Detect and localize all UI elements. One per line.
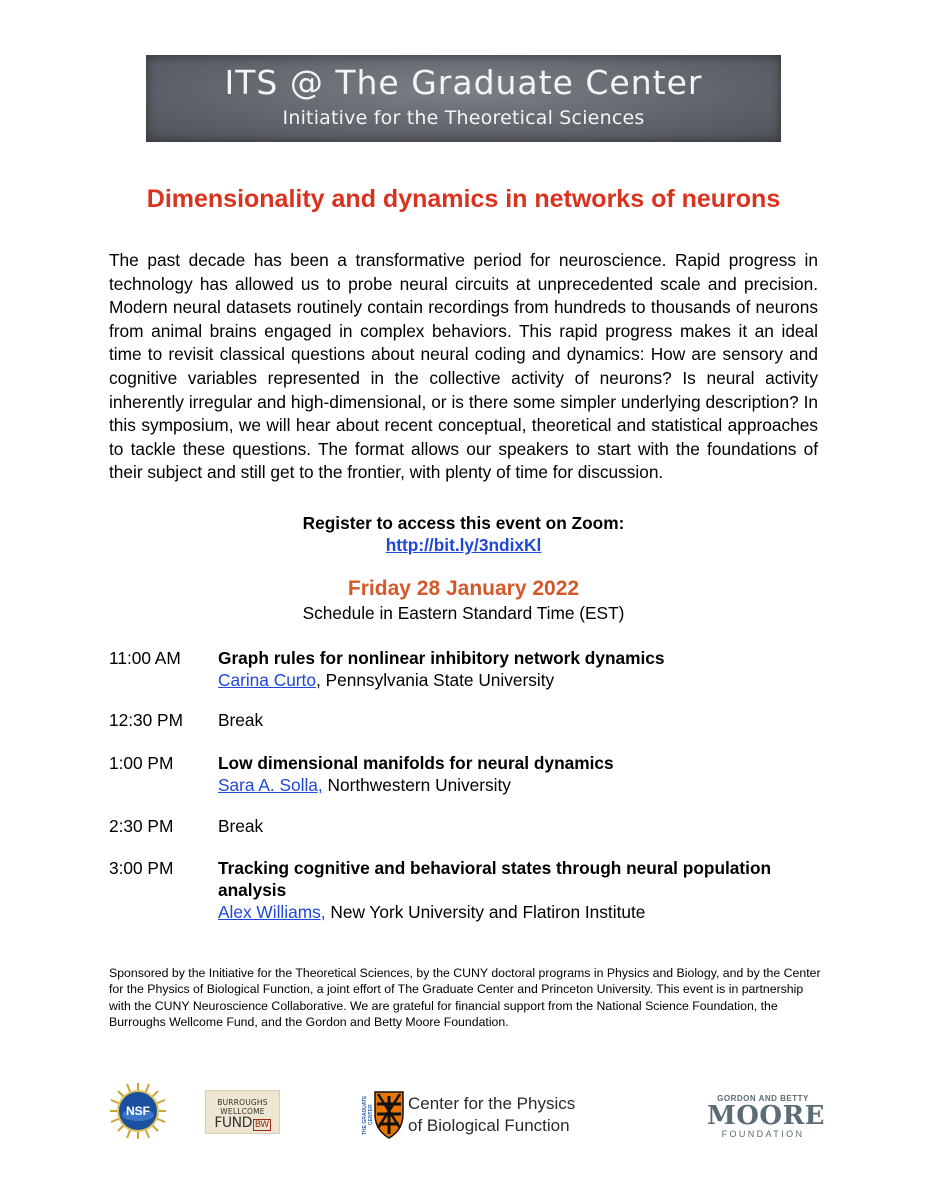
speaker-line [218,774,818,796]
break-label: Break [218,816,264,836]
zoom-register-link[interactable]: http://bit.ly/3ndixKl [385,535,542,555]
break-label: Break [218,710,264,730]
register-link-line [0,535,927,556]
schedule-time: 3:00 PM [109,858,174,878]
speaker-affiliation: , Pennsylvania State University [315,670,555,690]
talk-title: Graph rules for nonlinear inhibitory network dynamics [218,648,665,668]
moore-foundation-logo [707,1094,826,1139]
talk-title: Tracking cognitive and behavioral states through neural population analysis [218,858,772,900]
cpbf-logo-text [408,1093,575,1137]
speaker-affiliation: New York University and Flatiron Institute [325,902,646,922]
schedule-time: 12:30 PM [109,710,183,730]
cpbf-line1: Center for the Physics [408,1094,576,1113]
schedule-time: 11:00 AM [109,648,181,668]
speaker-line [218,901,818,923]
header-banner [146,55,781,142]
sponsor-text: Sponsored by the Initiative for the Theoretical Sciences, by the CUNY doctoral programs in Physics and Biology, and by the Center for the Physics of Biological Function, a joint effort of The Graduate Center and Princeton University. This event is in partnership with the CUNY Neuroscience Collaborative. We are grateful for financial support from the National Science Foundation, the Burroughs Wellcome Fund, and the Gordon and Betty Moore Foundation. [109,966,821,1029]
moore-line3: FOUNDATION [721,1129,805,1139]
speaker-link[interactable]: Alex Williams, [218,902,326,922]
nsf-logo-text: NSF [126,1104,150,1118]
speaker-link[interactable]: Sara A. Solla, [218,775,323,795]
graduate-center-mark: THE GRADUATE CENTER [362,1095,374,1135]
banner-title: ITS @ The Graduate Center [224,63,703,102]
moore-line1: GORDON AND BETTY [717,1094,809,1103]
princeton-shield-icon [373,1088,405,1140]
event-abstract: The past decade has been a transformative period for neuroscience. Rapid progress in technology has allowed us to probe neural circuits at unprecedented scale and precision. Modern neural datasets routinely contain recordings from hundreds to thousands of neurons from animal brains engaged in complex behaviors. This rapid progress makes it an ideal time to revisit classical questions about neural coding and dynamics: How are sensory and cognitive variables represented in the collective activity of neurons? Is neural activity inherently irregular and high-dimensional, or is there some simpler underlying description? In this symposium, we will hear about recent conceptual, theoretical and statistical approaches to tackle these questions. The format allows our speakers to start with the foundations of their subject and still get to the frontier, with plenty of time for discussion. [109,250,818,483]
schedule-time: 1:00 PM [109,753,174,773]
bwf-fund-text: FUND [214,1115,252,1131]
register-text: Register to access this event on Zoom: [302,513,625,533]
bwf-line2: WELLCOME [220,1107,265,1116]
burroughs-wellcome-logo [205,1090,280,1134]
banner-subtitle: Initiative for the Theoretical Sciences [282,107,645,129]
speaker-affiliation: Northwestern University [322,775,511,795]
event-date: Friday 28 January 2022 [347,577,580,600]
speaker-link[interactable]: Carina Curto [218,670,316,690]
cpbf-line2: of Biological Function [408,1116,570,1135]
speaker-line [218,669,818,691]
schedule-time: 2:30 PM [109,816,174,836]
bwf-mark: BW [254,1120,269,1130]
bwf-line1: BURROUGHS [217,1098,268,1107]
talk-title: Low dimensional manifolds for neural dynamics [218,753,614,773]
moore-line2: MOORE [707,1101,826,1131]
nsf-logo [110,1083,166,1139]
event-title: Dimensionality and dynamics in networks of neurons [146,185,781,213]
schedule-timezone: Schedule in Eastern Standard Time (EST) [302,603,625,623]
bwf-line3 [206,1116,279,1133]
